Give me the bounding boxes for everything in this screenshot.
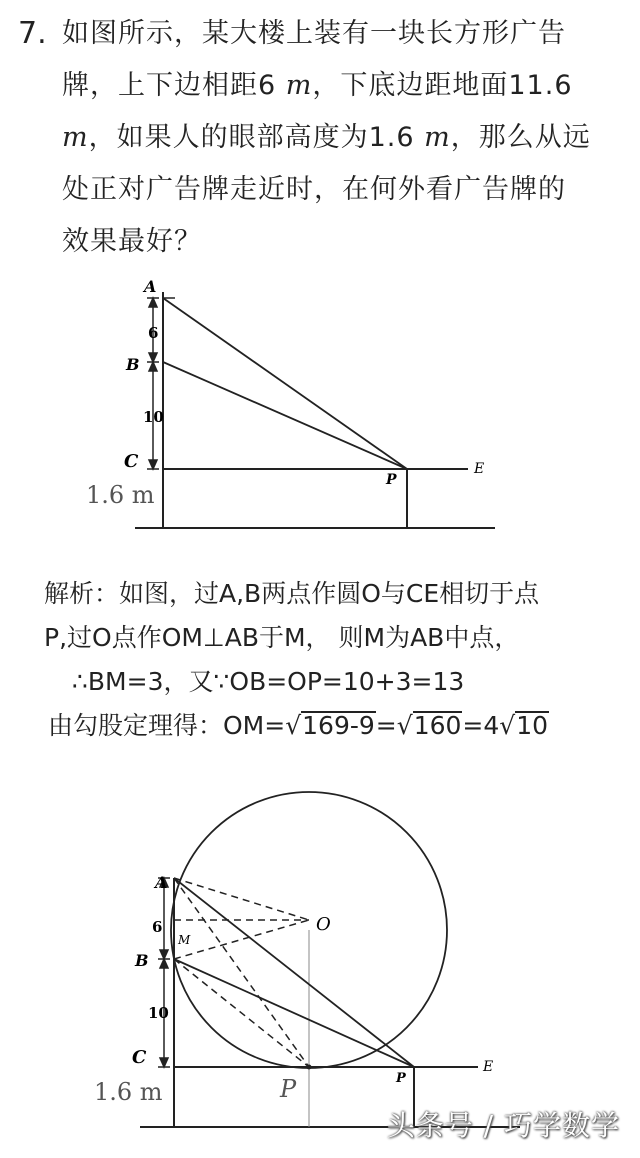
label-p-small: P (396, 1071, 406, 1086)
figure-circle-solution (0, 770, 640, 1158)
label-c: C (132, 1047, 147, 1068)
solution-line-2: P,过O点作OM⊥AB于M， 则M为AB中点， (44, 623, 520, 652)
radicand-3: 10 (516, 711, 549, 740)
label-p: P (386, 472, 397, 488)
label-b: B (135, 951, 149, 970)
label-bc-length: 10 (148, 1004, 169, 1022)
label-m: M (178, 933, 191, 947)
label-height: 1.6 m (94, 1078, 163, 1106)
sight-line-b (163, 362, 407, 469)
label-bc-length: 10 (143, 408, 164, 426)
label-ab-length: 6 (148, 324, 159, 342)
label-c: C (124, 451, 139, 472)
radicand-2: 160 (413, 711, 462, 740)
sight-line-b-far (174, 959, 414, 1067)
problem-number: 7. (18, 16, 47, 51)
problem-text (62, 8, 612, 268)
dashed-lines (174, 878, 309, 1067)
problem-line-2: 牌，上下边相距6 m，下底边距地面11.6 (62, 70, 573, 101)
label-a: A (155, 873, 168, 892)
label-p-large: P (280, 1075, 297, 1103)
problem-line-1: 如图所示，某大楼上装有一块长方形广告 (62, 18, 566, 49)
solution-line-4: 由勾股定理得：OM=√169-9=√160=4√10 (48, 711, 549, 740)
label-a: A (144, 277, 157, 296)
solution-line-3: ∴BM=3，又∵OB=OP=10+3=13 (72, 667, 465, 696)
sight-line-a (163, 298, 407, 469)
label-b: B (126, 355, 140, 374)
solution-text (44, 572, 624, 748)
watermark: 头条号 / 巧学数学 (386, 1109, 620, 1142)
figure-billboard (0, 270, 640, 560)
label-height: 1.6 m (86, 481, 155, 509)
problem-line-5: 效果最好？ (62, 226, 202, 257)
label-ab-length: 6 (152, 918, 163, 936)
problem-line-3: m，如果人的眼部高度为1.6 m，那么从远 (62, 122, 591, 153)
problem-line-4: 处正对广告牌走近时，在何外看广告牌的 (62, 174, 566, 205)
solution-line-1: 解析：如图，过A,B两点作圆O与CE相切于点 (44, 579, 540, 608)
label-e: E (483, 1059, 494, 1075)
label-o: O (316, 914, 331, 935)
radicand-1: 169-9 (302, 711, 375, 740)
dimension-arrows (158, 878, 170, 1067)
point-p-tangent (307, 1065, 312, 1070)
sight-line-a-far (174, 878, 414, 1067)
label-e: E (474, 461, 485, 477)
